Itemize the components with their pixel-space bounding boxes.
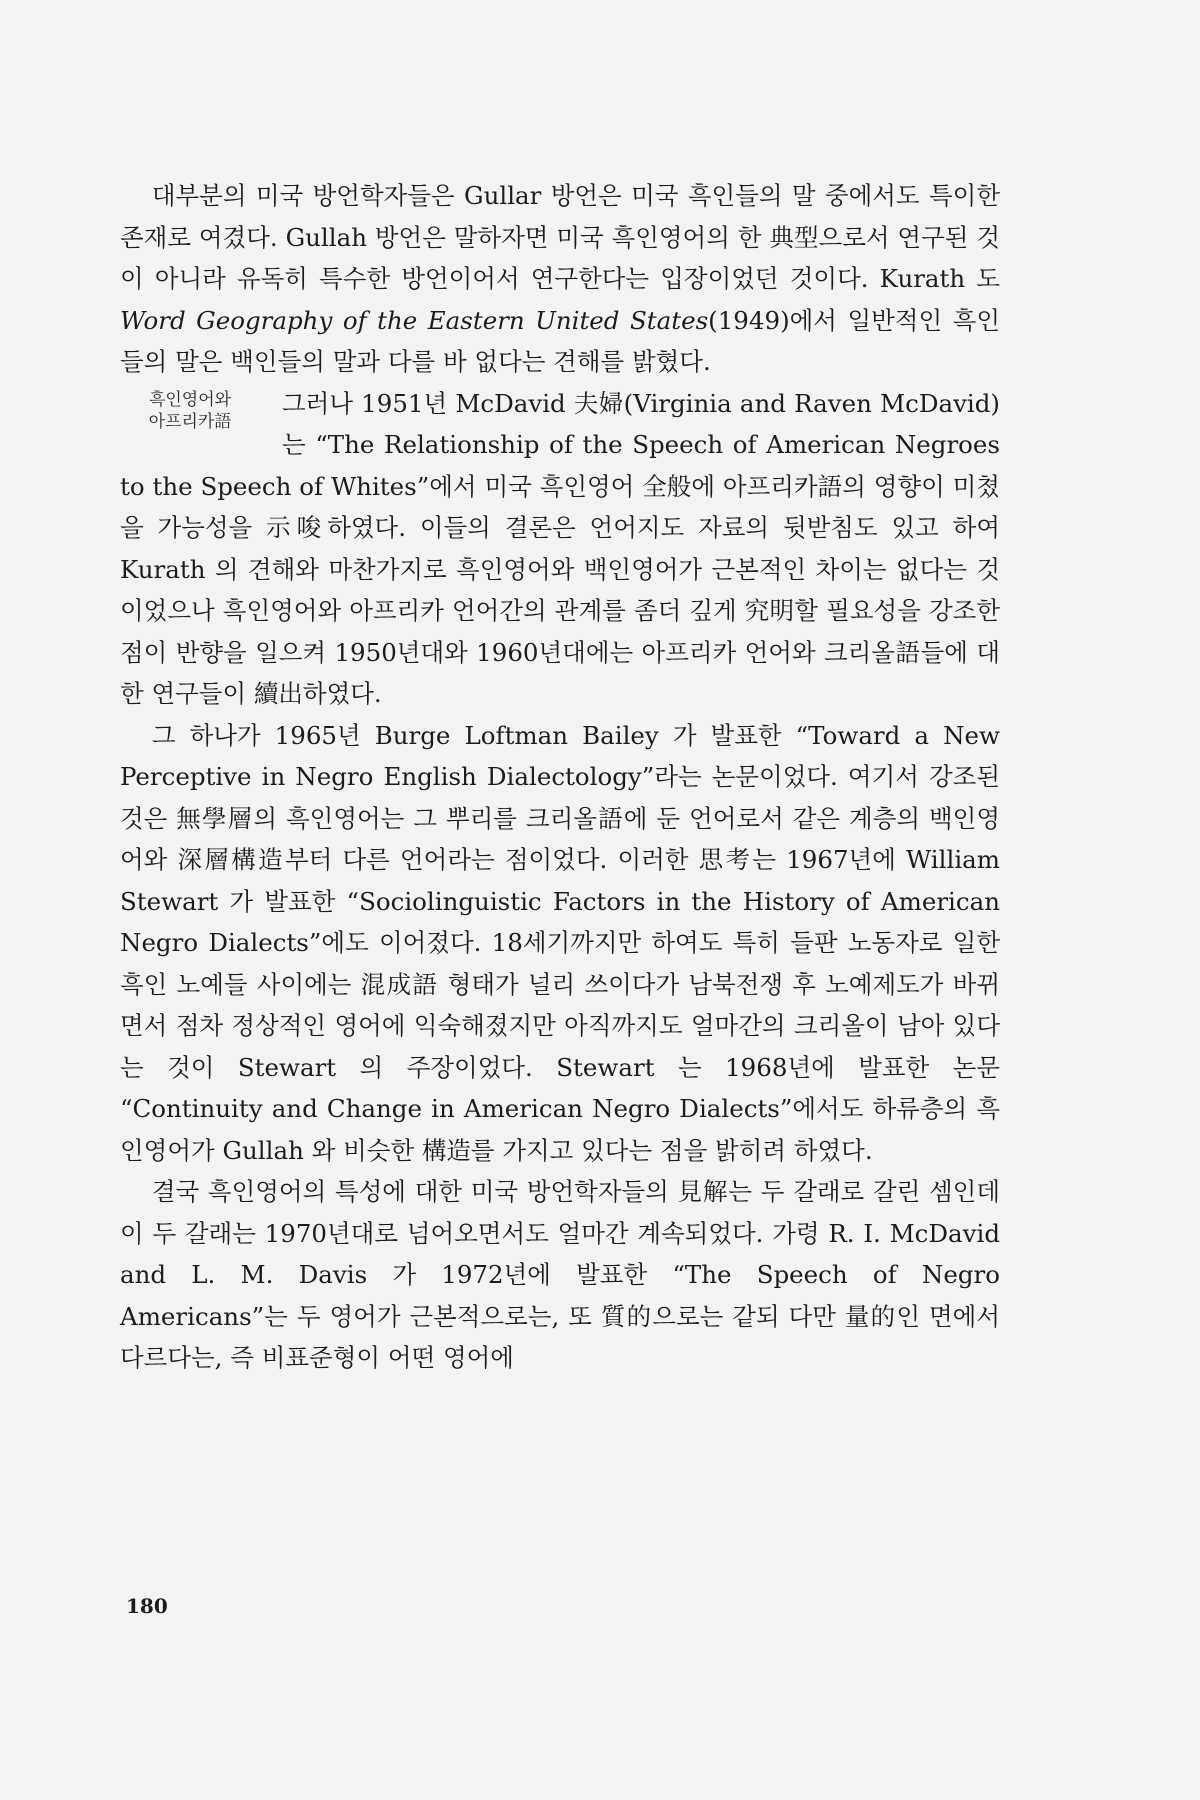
- book-title: Word Geography of the Eastern United States: [120, 305, 709, 335]
- paragraph-2: [120, 383, 1000, 715]
- paragraph-4-text: 결국 흑인영어의 특성에 대한 미국 방언학자들의 見解는 두 갈래로 갈린 셈인데 이 두 갈래는 1970년대로 넘어오면서도 얼마간 계속되었다. 가령 R. I. McDavid and L. M. Davis 가 1972년에 발표한 “The Speech of Negro Americans”는 두 영어가 근본적으로는, 또 質的으로는 같되 다만 量的인 면에서 다르다는, 즉 비표준형이 어떤 영어에: [120, 1177, 1000, 1372]
- margin-heading-line-2: 아프리카語: [148, 411, 232, 432]
- page-number: 180: [126, 1594, 168, 1618]
- paragraph-1-text: 대부분의 미국 방언학자들은 Gullar 방언은 미국 흑인들의 말 중에서도 특이한 존재로 여겼다. Gullah 방언은 말하자면 미국 흑인영어의 한 典型으로서 연구된 것이 아니라 유독히 특수한 방언이어서 연구한다는 입장이었던 것이다. Kurath 도: [120, 181, 1000, 293]
- margin-heading: [120, 389, 260, 433]
- paragraph-1-end: (1949)에서 일반적인 흑인들의 말은 백인들의 말과 다를 바 없다는 견해를 밝혔다.: [120, 305, 1000, 376]
- paragraph-3: [120, 715, 1000, 1172]
- paragraph-1: [120, 175, 1000, 383]
- margin-heading-line-1: 흑인영어와: [148, 389, 232, 410]
- paragraph-2-text: 그러나 1951년 McDavid 夫婦(Virginia and Raven McDavid)는 “The Relationship of the Speech of American Negroes to the Speech of Whites”에서 미국 흑인영어 全般에 아프리카語의 영향이 미쳤을 가능성을 示唆하였다. 이들의 결론은 언어지도 자료의 뒷받침도 있고 하여 Kurath 의 견해와 마찬가지로 흑인영어와 백인영어가 근본적인 차이는 없다는 것이었으나 흑인영어와 아프리카 언어간의 관계를 좀더 깊게 究明할 필요성을 강조한 점이 반향을 일으켜 1950년대와 1960년대에는 아프리카 언어와 크리올語들에 대한 연구들이 續出하였다.: [120, 388, 1000, 708]
- paragraph-3-text: 그 하나가 1965년 Burge Loftman Bailey 가 발표한 “Toward a New Perceptive in Negro English Dialectology”라는 논문이었다. 여기서 강조된 것은 無學層의 흑인영어는 그 뿌리를 크리올語에 둔 언어로서 같은 계층의 백인영어와 深層構造부터 다른 언어라는 점이었다. 이러한 思考는 1967년에 William Stewart 가 발표한 “Sociolinguistic Factors in the History of American Negro Dialects”에도 이어졌다. 18세기까지만 하여도 특히 들판 노동자로 일한 흑인 노예들 사이에는 混成語 형태가 널리 쓰이다가 남북전쟁 후 노예제도가 바뀌면서 점차 정상적인 영어에 익숙해졌지만 아직까지도 얼마간의 크리올이 남아 있다는 것이 Stewart 의 주장이었다. Stewart 는 1968년에 발표한 논문 “Continuity and Change in American Negro Dialects”에서도 하류층의 흑인영어가 Gullah 와 비슷한 構造를 가지고 있다는 점을 밝히려 하였다.: [120, 720, 1000, 1165]
- page-body: [120, 175, 1000, 1379]
- paragraph-4: [120, 1171, 1000, 1379]
